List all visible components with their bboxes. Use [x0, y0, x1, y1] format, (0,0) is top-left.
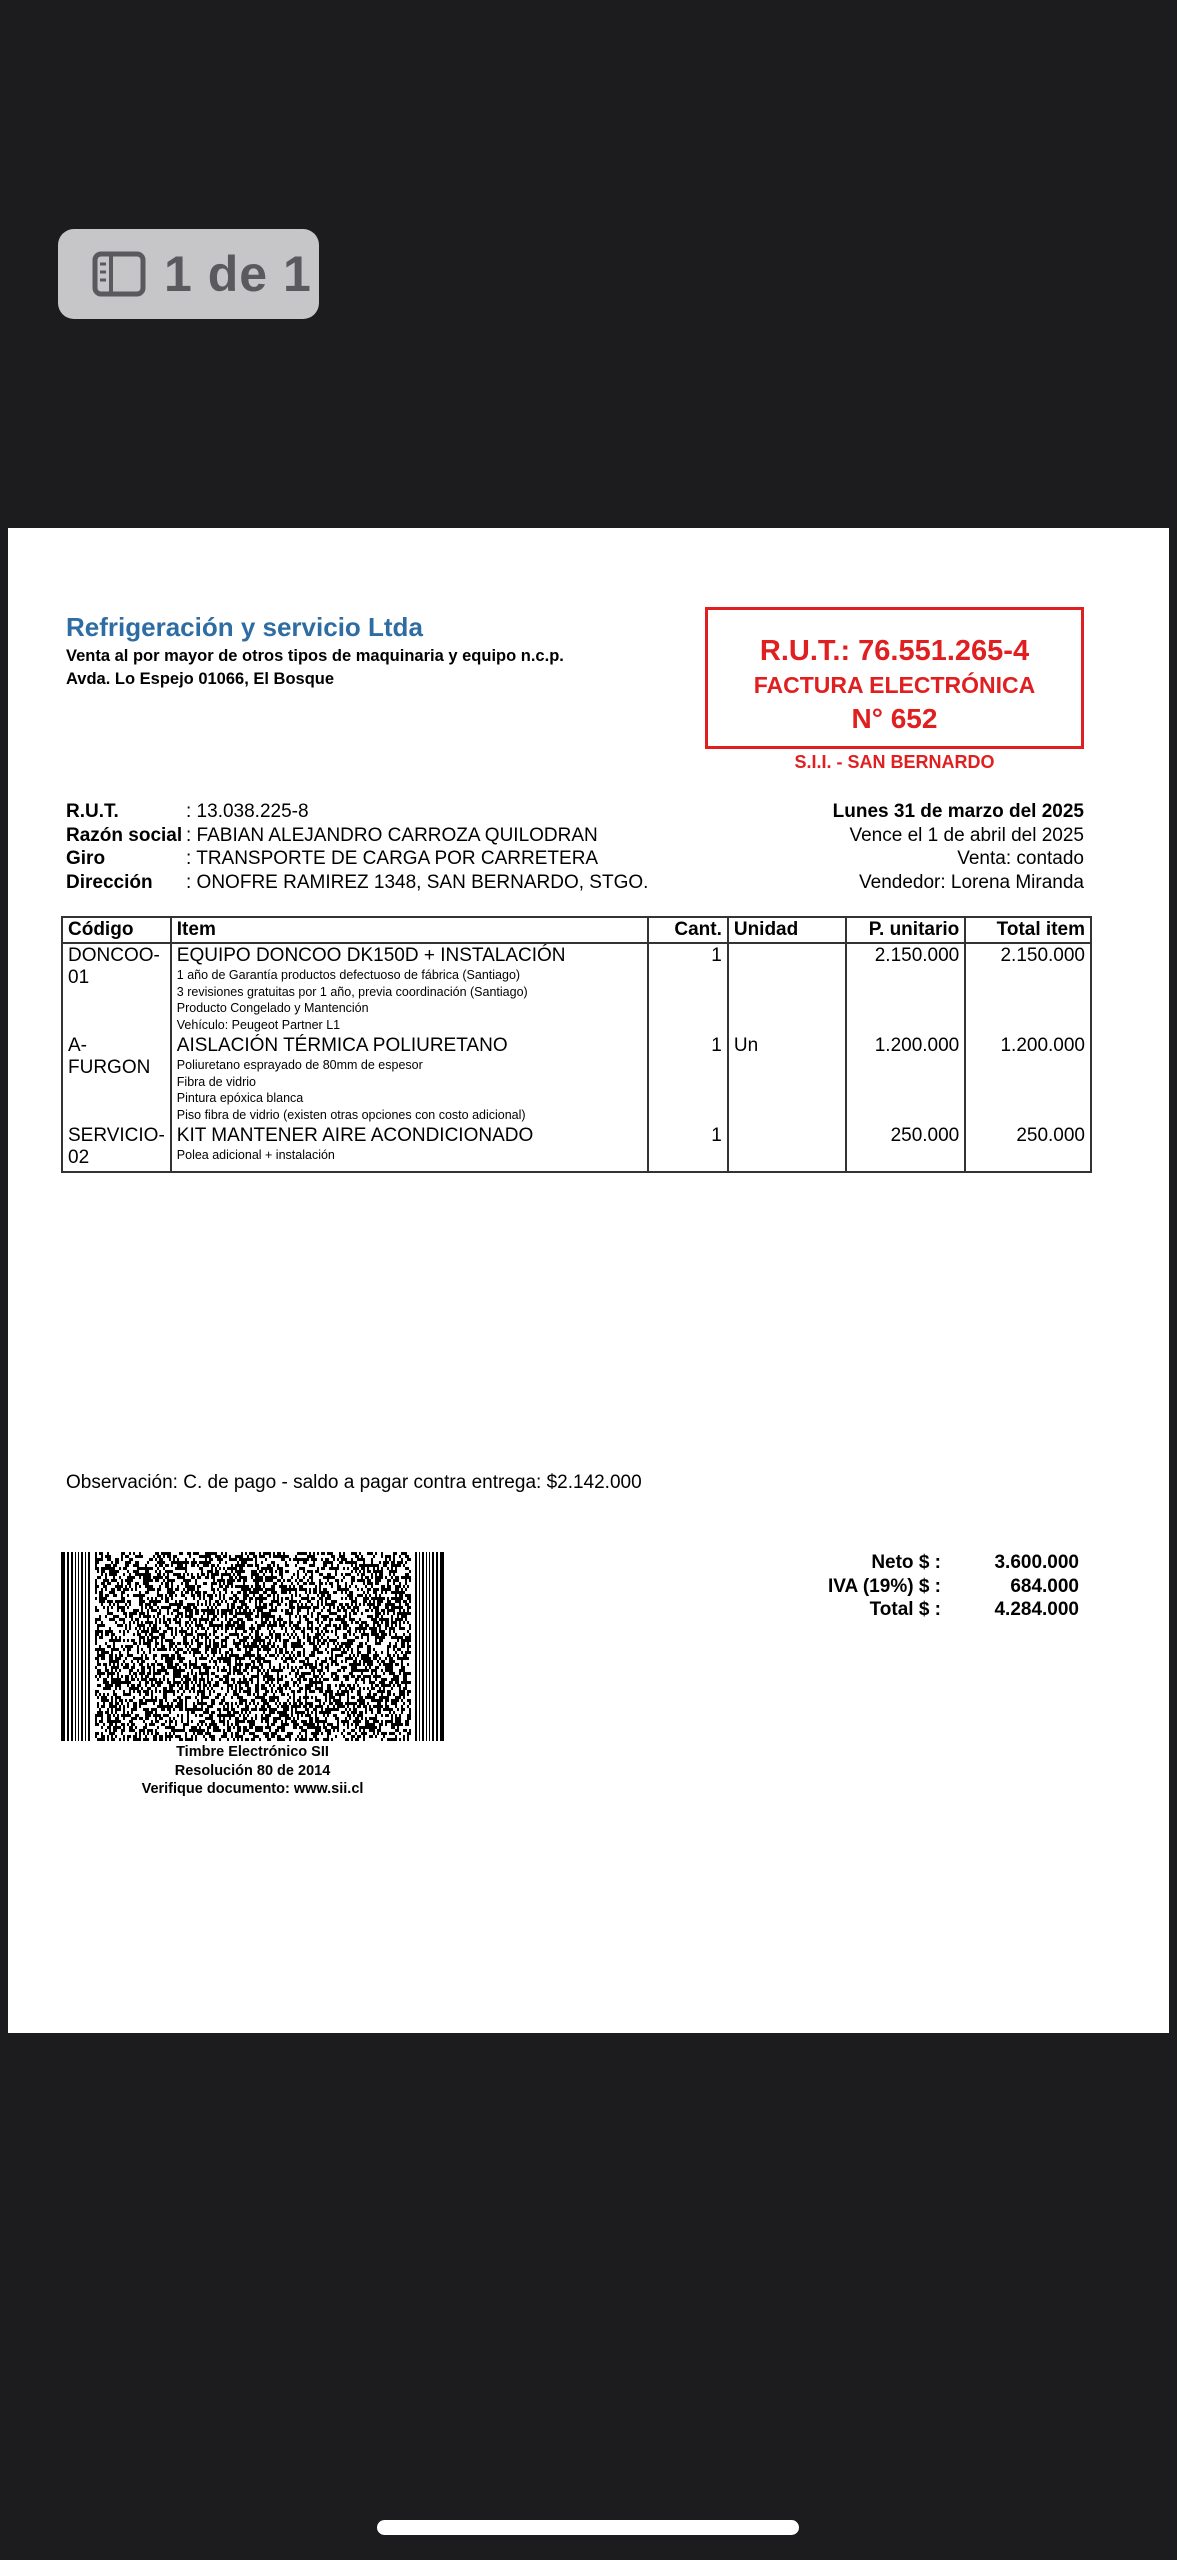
timbre-line-2: Resolución 80 de 2014 — [174, 1762, 331, 1779]
table-row — [62, 943, 1091, 1034]
total-value: 4.284.000 — [994, 1599, 1079, 1620]
timbre-line-1: Timbre Electrónico SII — [176, 1744, 329, 1760]
row-item-detail: 3 revisiones gratuitas por 1 año, previa coordinación (Santiago) — [176, 984, 528, 999]
invoice-document — [8, 528, 1169, 2033]
invoice-rut-box — [705, 607, 1084, 749]
row-code: A-FURGON — [62, 1034, 171, 1124]
row-code: DONCOO-01 — [62, 943, 171, 1034]
sidebar-icon — [92, 251, 146, 297]
row-item-title: EQUIPO DONCOO DK150D + INSTALACIÓN — [176, 945, 566, 966]
observation: Observación: C. de pago - saldo a pagar contra entrega: $2.142.000 — [66, 1472, 642, 1493]
iva-label: IVA (19%) $ : — [828, 1575, 941, 1597]
due-date: Vence el 1 de abril del 2025 — [849, 824, 1084, 846]
company-address: Avda. Lo Espejo 01066, El Bosque — [66, 670, 335, 688]
totals — [779, 1551, 1079, 1622]
neto-value: 3.600.000 — [994, 1552, 1079, 1573]
header-item: Item — [171, 917, 648, 943]
row-item-detail: Poliuretano esprayado de 80mm de espesor — [176, 1058, 423, 1072]
row-code: SERVICIO-02 — [62, 1124, 171, 1172]
client-address-value: : ONOFRE RAMIREZ 1348, SAN BERNARDO, STGO. — [186, 871, 649, 893]
row-qty: 1 — [648, 1124, 728, 1172]
invoice-number: N° 652 — [851, 703, 938, 734]
client-info — [66, 800, 648, 894]
payment-type: Venta: contado — [957, 848, 1084, 869]
table-row — [62, 1034, 1091, 1124]
total-label: Total $ : — [869, 1599, 941, 1620]
timbre-electronico — [61, 1743, 444, 1799]
items-table — [61, 916, 1092, 1173]
row-qty: 1 — [648, 943, 728, 1034]
sii-office: S.I.I. - SAN BERNARDO — [794, 752, 995, 772]
row-qty: 1 — [648, 1034, 728, 1124]
row-unit: Un — [728, 1034, 847, 1124]
row-unit-price: 2.150.000 — [846, 943, 965, 1034]
row-unit-price: 1.200.000 — [846, 1034, 965, 1124]
client-rut-label: R.U.T. — [66, 801, 119, 822]
row-item-detail: Producto Congelado y Mantención — [176, 1001, 369, 1015]
row-item-title: KIT MANTENER AIRE ACONDICIONADO — [176, 1125, 534, 1146]
client-name-label: Razón social — [66, 824, 183, 846]
table-row — [62, 1124, 1091, 1172]
row-unit — [728, 943, 847, 1034]
client-name-value: : FABIAN ALEJANDRO CARROZA QUILODRAN — [186, 824, 598, 846]
row-item-detail: Polea adicional + instalación — [176, 1148, 335, 1162]
row-unit — [728, 1124, 847, 1172]
row-unit-price: 250.000 — [846, 1124, 965, 1172]
timbre-line-3: Verifique documento: www.sii.cl — [141, 1781, 364, 1797]
table-header-row — [62, 917, 1091, 943]
row-item-detail: Vehículo: Peugeot Partner L1 — [176, 1017, 341, 1032]
company-header — [66, 612, 564, 689]
iva-value: 684.000 — [1010, 1575, 1079, 1597]
seller: Vendedor: Lorena Miranda — [859, 871, 1084, 893]
header-total: Total item — [965, 917, 1091, 943]
header-qty: Cant. — [648, 917, 728, 943]
company-activity: Venta al por mayor de otros tipos de maquinaria y equipo n.c.p. — [66, 647, 564, 665]
neto-label: Neto $ : — [871, 1552, 941, 1573]
client-giro-label: Giro — [66, 848, 106, 869]
home-indicator[interactable] — [377, 2520, 799, 2535]
row-item-detail: 1 año de Garantía productos defectuoso de fábrica (Santiago) — [176, 968, 521, 982]
row-item — [171, 1124, 648, 1172]
header-code: Código — [62, 917, 171, 943]
client-rut-value: : 13.038.225-8 — [186, 801, 309, 822]
invoice-type: FACTURA ELECTRÓNICA — [753, 672, 1036, 698]
row-total: 250.000 — [965, 1124, 1091, 1172]
page-indicator-text: 1 de 1 — [164, 246, 312, 302]
row-item-title: AISLACIÓN TÉRMICA POLIURETANO — [176, 1035, 508, 1056]
invoice-dates — [833, 800, 1084, 894]
client-address-label: Dirección — [66, 871, 153, 893]
row-item — [171, 943, 648, 1034]
header-unit-price: P. unitario — [846, 917, 965, 943]
row-total: 1.200.000 — [965, 1034, 1091, 1124]
row-item-detail: Fibra de vidrio — [176, 1074, 256, 1089]
row-item — [171, 1034, 648, 1124]
row-item-detail: Piso fibra de vidrio (existen otras opciones con costo adicional) — [176, 1107, 526, 1122]
issue-date: Lunes 31 de marzo del 2025 — [832, 801, 1084, 822]
row-total: 2.150.000 — [965, 943, 1091, 1034]
client-giro-value: : TRANSPORTE DE CARGA POR CARRETERA — [186, 848, 599, 869]
row-item-detail: Pintura epóxica blanca — [176, 1091, 304, 1105]
page-indicator[interactable] — [58, 229, 319, 319]
invoice-rut: R.U.T.: 76.551.265-4 — [759, 635, 1030, 667]
header-unit: Unidad — [728, 917, 847, 943]
pdf417-barcode — [61, 1552, 444, 1741]
company-name: Refrigeración y servicio Ltda — [66, 612, 423, 642]
